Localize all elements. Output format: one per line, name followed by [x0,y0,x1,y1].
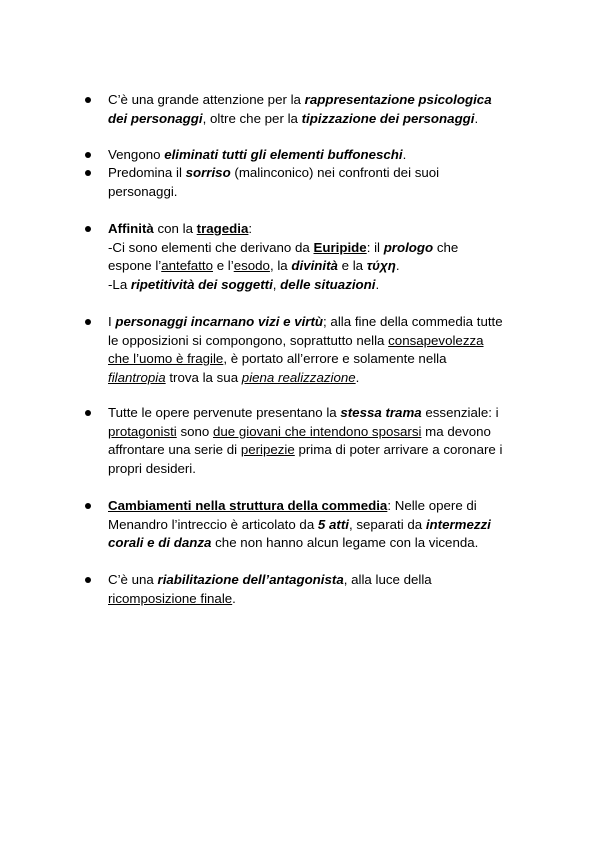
bullet-item [108,404,533,478]
text-run: divinità [291,258,338,273]
text-line [108,404,533,423]
text-run: intermezzi [425,516,491,532]
text-run: che [433,239,459,255]
text-run: Predomina il [108,165,186,180]
text-run: . [474,110,479,126]
text-run: peripezie [240,442,295,457]
text-line [108,497,533,516]
text-run: C’è una grande attenzione per la [108,92,305,107]
text-run: eliminati tutti gli elementi buffoneschi [164,147,403,162]
bullet-item [108,497,533,553]
bullet-dot-icon [85,410,91,416]
bullet-dot-icon [85,226,91,232]
text-run: rappresentazione psicologica [304,92,492,107]
text-line [108,239,533,258]
text-run: , la [269,258,292,273]
text-line [108,350,533,369]
text-run: Menandro l’intreccio è articolato da [108,516,318,532]
text-run: ricomposizione finale [108,590,233,606]
text-run: Cambiamenti nella struttura della commedia [108,498,388,513]
text-run: sorriso [185,165,231,180]
text-run: tragedia [196,221,249,236]
text-line [108,110,533,129]
text-run: (malinconico) nei confronti dei suoi [230,165,440,180]
text-run: prima di poter arrivare a coronare i [294,442,503,457]
text-run: , [272,276,281,292]
text-run: delle situazioni [280,276,376,292]
text-run: -Ci sono elementi che derivano da [108,239,314,255]
text-run: e l’ [213,258,234,273]
text-run: ; alla fine della commedia tutte [323,314,503,329]
text-run: . [232,590,236,606]
text-run: essenziale: i [421,405,499,420]
text-line [108,441,533,460]
text-run: sono [176,423,213,439]
text-line [108,164,533,183]
text-run: . [355,369,360,385]
text-run: corali e di danza [108,535,212,550]
text-run: protagonisti [108,423,177,439]
text-run: consapevolezza [388,332,484,348]
text-line [108,460,533,479]
text-run: due giovani che intendono sposarsi [212,423,422,439]
bullet-item [108,313,533,387]
text-line [108,91,533,110]
text-run: prologo [383,239,434,255]
bullet-dot-icon [85,152,91,158]
text-run: Euripide [313,239,367,255]
text-run: Vengono [108,147,165,162]
text-line [108,313,533,332]
text-run: ripetitività dei soggetti [130,276,273,292]
text-run: propri desideri. [108,460,196,476]
text-line [108,534,533,553]
text-run: , oltre che per la [202,110,302,126]
bullet-dot-icon [85,577,91,583]
text-line [108,369,533,388]
text-run: affrontare una serie di [108,442,241,457]
text-run: filantropia [108,369,166,385]
text-run: trova la sua [165,369,242,385]
text-run: dei personaggi [108,110,203,126]
text-run: -La [108,276,131,292]
text-run: I [108,314,116,329]
text-run: . [395,258,400,273]
text-run: stessa trama [340,405,422,420]
text-run: : il [366,239,384,255]
text-run: le opposizioni si compongono, soprattutto nella [108,332,389,348]
text-line [108,257,533,276]
text-run: 5 atti [317,516,349,532]
bullet-item [108,220,533,294]
text-line [108,276,533,295]
text-line [108,183,533,202]
bullet-item [108,164,533,201]
text-line [108,332,533,351]
text-run: : Nelle opere di [387,498,477,513]
text-run: e la [337,258,367,273]
text-run: esodo [233,258,270,273]
text-run: con la [153,221,197,236]
text-run: . [402,147,407,162]
text-line [108,146,533,165]
bullet-item [108,571,533,608]
bullet-item [108,146,533,165]
text-line [108,220,533,239]
bullet-dot-icon [85,170,91,176]
text-run: espone l’ [108,258,162,273]
text-run: personaggi. [108,183,178,199]
text-run: : [248,221,253,236]
text-run: tipizzazione dei personaggi [301,110,475,126]
text-run: che non hanno alcun legame con la vicenda. [211,535,479,550]
text-run: antefatto [161,258,213,273]
text-line [108,516,533,535]
text-run: , è portato all’errore e solamente nella [223,351,447,366]
text-run: ma devono [421,423,491,439]
text-line [108,423,533,442]
bullet-dot-icon [85,319,91,325]
text-run: τύχη [366,258,396,273]
text-run: , alla luce della [343,572,432,587]
text-line [108,571,533,590]
text-run: personaggi incarnano vizi e virtù [115,314,324,329]
text-run: piena realizzazione [241,369,356,385]
text-run: C’è una [108,572,158,587]
bullet-item [108,91,533,128]
bullet-dot-icon [85,503,91,509]
text-run: che l’uomo è fragile [108,351,224,366]
text-run: Tutte le opere pervenute presentano la [108,405,341,420]
text-run: , separati da [348,516,426,532]
text-line [108,590,533,609]
text-run: . [375,276,380,292]
bullet-dot-icon [85,97,91,103]
text-run: Affinità [108,221,154,236]
text-run: riabilitazione dell’antagonista [157,572,344,587]
